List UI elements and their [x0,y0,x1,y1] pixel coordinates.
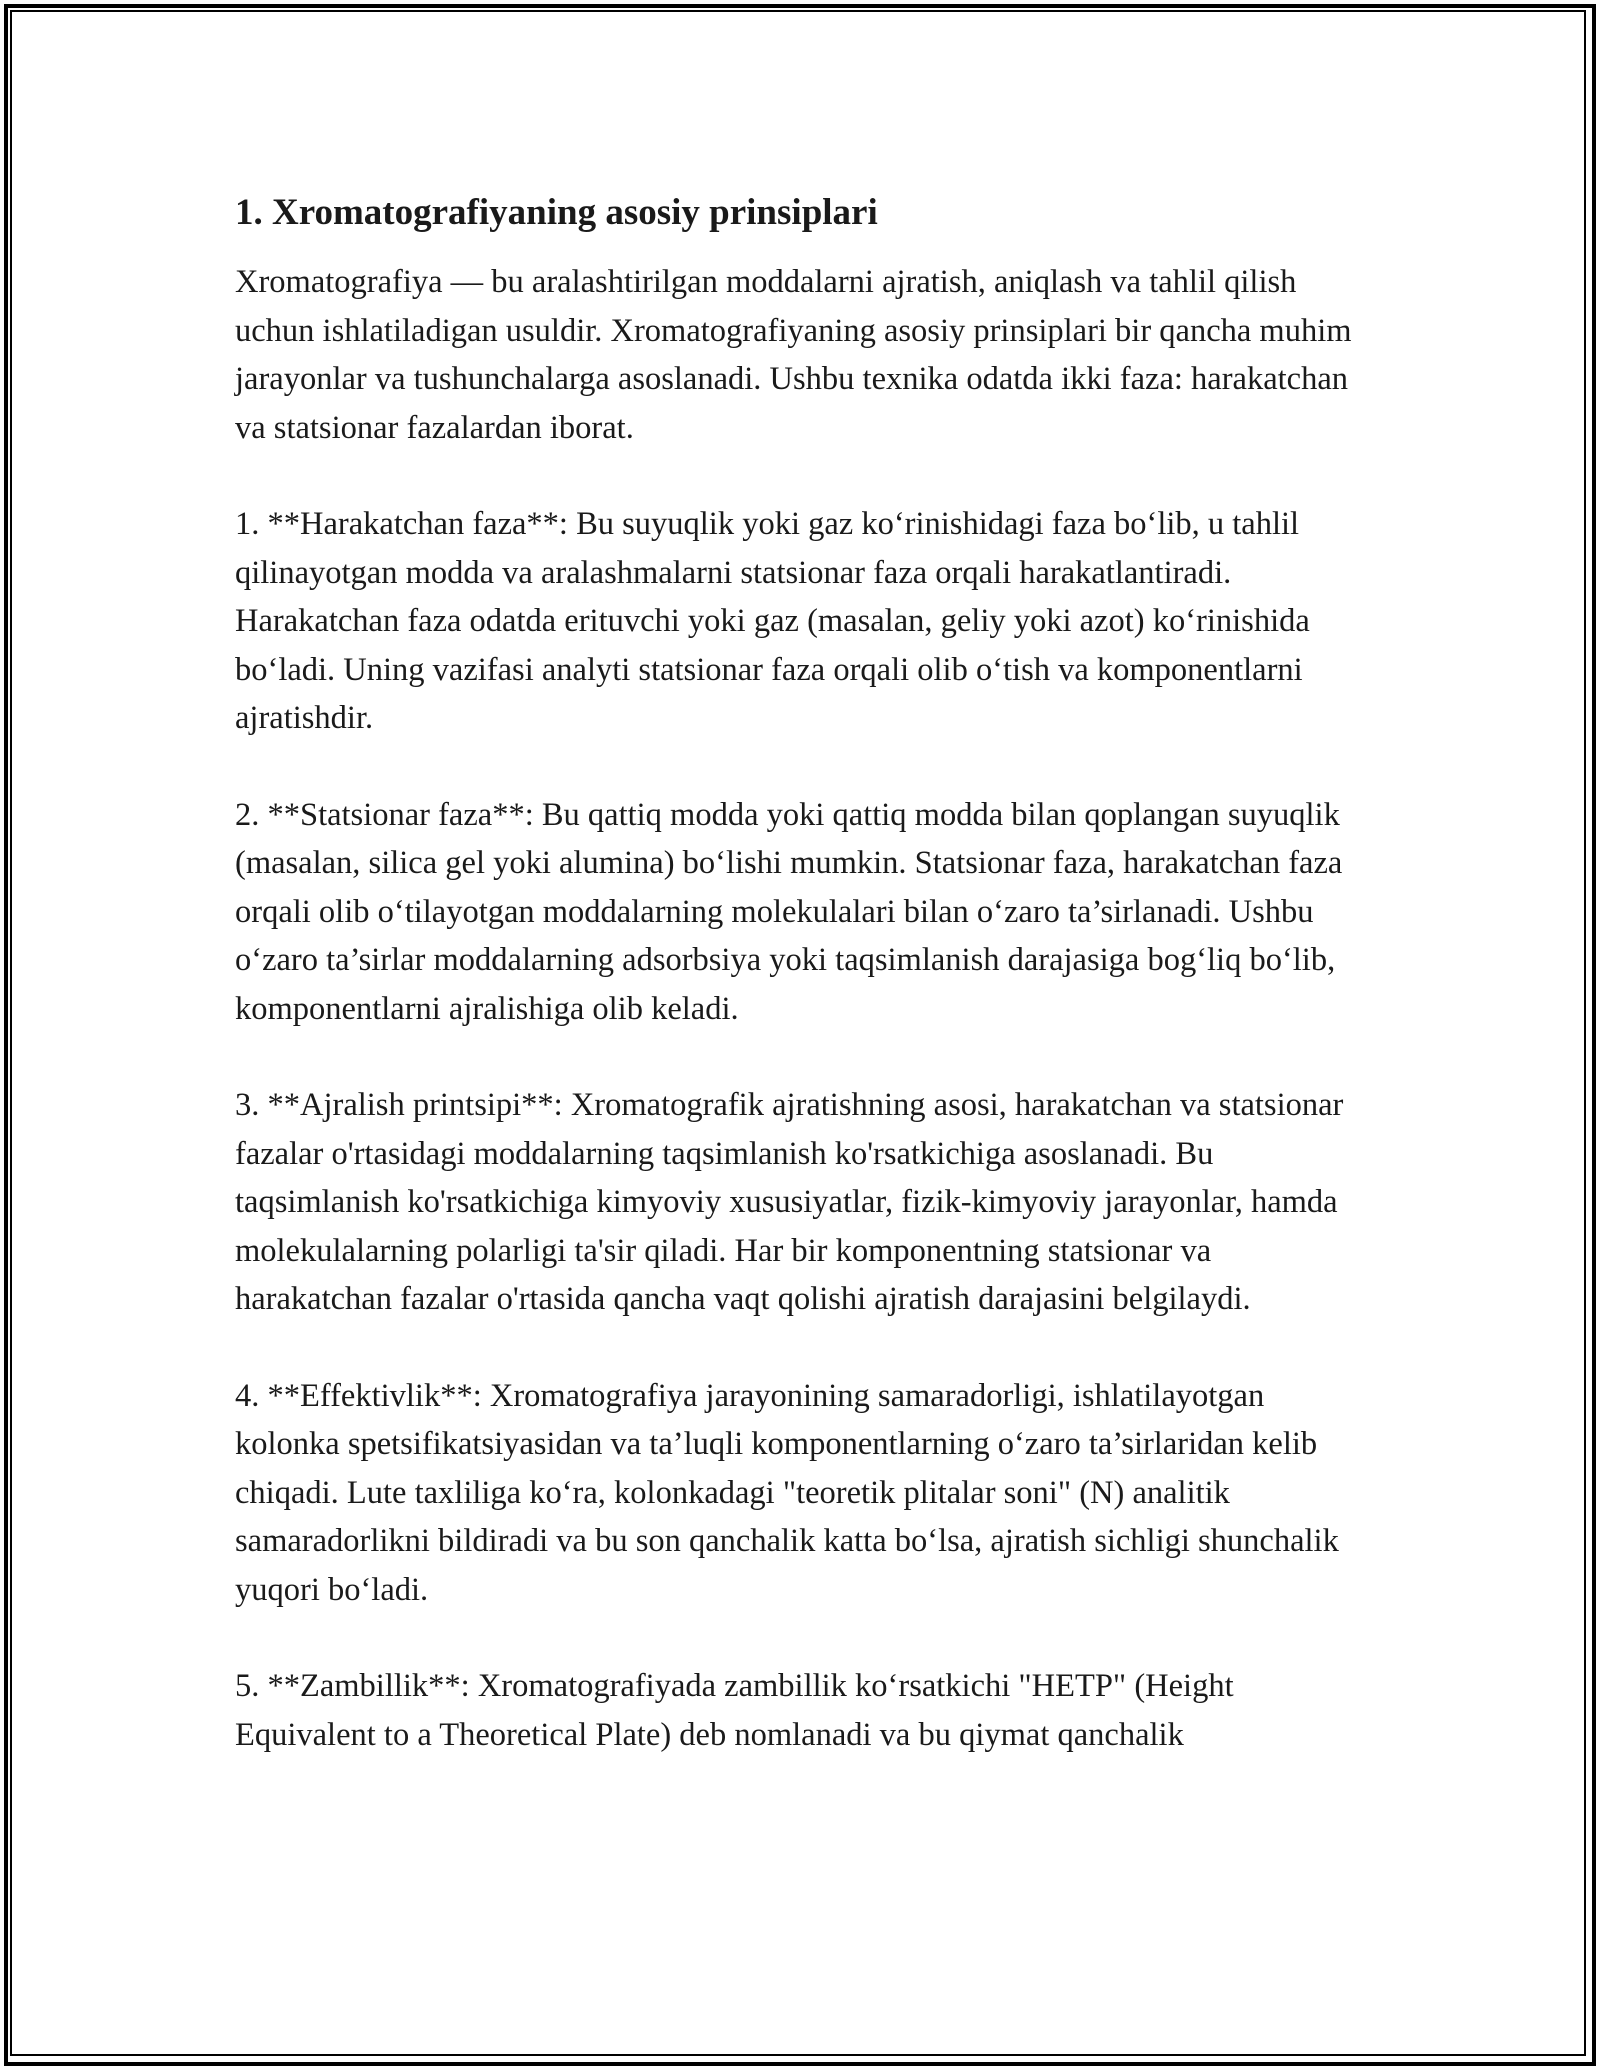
intro-paragraph: Xromatografiya — bu aralashtirilgan moddalarni ajratish, aniqlash va tahlil qilish uchun ishlatiladigan usuldir. Xromatografiyaning asosiy prinsiplari bir qancha muhim jarayonlar va tushunchalarga asoslanadi. Ushbu texnika odatda ikki faza: harakatchan va statsionar fazalardan iborat. [235,264,1352,446]
paragraph-mobile-phase: 1. **Harakatchan faza**: Bu suyuqlik yoki gaz ko‘rinishidagi faza bo‘lib, u tahlil qilinayotgan modda va aralashmalarni statsionar faza orqali harakatlantiradi. Harakatchan faza odatda erituvchi yoki gaz (masalan, geliy yoki azot) ko‘rinishida bo‘ladi. Uning vazifasi analyti statsionar faza orqali olib o‘tish va komponentlarni ajratishdir. [235,506,1310,736]
paragraph-efficiency: 4. **Effektivlik**: Xromatografiya jarayonining samaradorligi, ishlatilayotgan kolonka spetsifikatsiyasidan va ta’luqli komponentlarning o‘zaro ta’sirlaridan kelib chiqadi. Lute taxliliga ko‘ra, kolonkadagi "teoretik plitalar soni" (N) analitik samaradorlikni bildiradi va bu son qanchalik katta bo‘lsa, ajratish sichligi shunchalik yuqori bo‘ladi. [235,1377,1339,1608]
document-body [235,188,1375,1807]
paragraph-hetp: 5. **Zambillik**: Xromatografiyada zambillik ko‘rsatkichi "HETP" (Height Equivalent to a Theoretical Plate) deb nomlanadi va bu qiymat qanchalik [235,1668,1234,1753]
paragraph-separation-principle: 3. **Ajralish printsipi**: Xromatografik ajratishning asosi, harakatchan va statsionar fazalar o'rtasidagi moddalarning taqsimlanish ko'rsatkichiga asoslanadi. Bu taqsimlanish ko'rsatkichiga kimyoviy xususiyatlar, fizik-kimyoviy jarayonlar, hamda molekulalarning polarligi ta'sir qiladi. Har bir komponentning statsionar va harakatchan fazalar o'rtasida qancha vaqt qolishi ajratish darajasini belgilaydi. [235,1087,1344,1317]
section-heading: 1. Xromatografiyaning asosiy prinsiplari [235,192,878,233]
paragraph-stationary-phase: 2. **Statsionar faza**: Bu qattiq modda yoki qattiq modda bilan qoplangan suyuqlik (masalan, silica gel yoki alumina) bo‘lishi mumkin. Statsionar faza, harakatchan faza orqali olib o‘tilayotgan moddalarning molekulalari bilan o‘zaro ta’sirlanadi. Ushbu o‘zaro ta’sirlar moddalarning adsorbsiya yoki taqsimlanish darajasiga bog‘liq bo‘lib, komponentlarni ajralishiga olib keladi. [235,796,1343,1027]
